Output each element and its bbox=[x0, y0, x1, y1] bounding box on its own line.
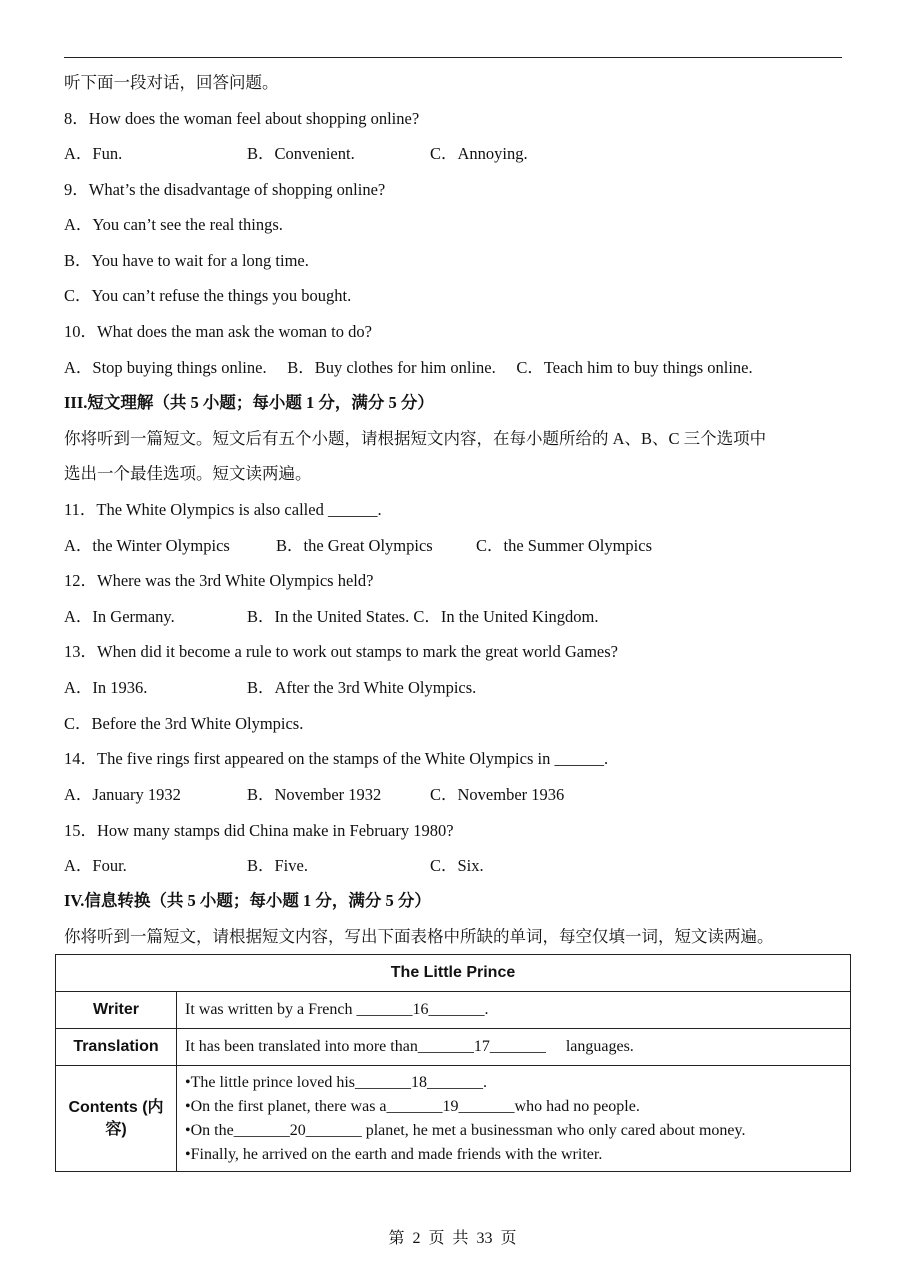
question-9-option-a: A．You can’t see the real things. bbox=[64, 215, 283, 234]
question-13: 13．When did it become a rule to work out stamps to mark the great world Games? bbox=[64, 642, 618, 661]
table-title: The Little Prince bbox=[56, 955, 851, 992]
header-rule bbox=[64, 57, 842, 58]
contents-line: •On the first planet, there was a_______19_______who had no people. bbox=[185, 1097, 640, 1115]
info-table bbox=[55, 954, 851, 1172]
question-15-options bbox=[64, 855, 844, 877]
option-a: A．January 1932 bbox=[64, 785, 181, 804]
question-13-options bbox=[64, 677, 844, 699]
section-4-heading: IV.信息转换（共 5 小题；每小题 1 分，满分 5 分） bbox=[64, 891, 431, 910]
table-row bbox=[56, 1029, 851, 1066]
option-b: B．After the 3rd White Olympics. bbox=[247, 678, 477, 697]
dialogue-intro: 听下面一段对话，回答问题。 bbox=[64, 73, 279, 92]
question-12-options bbox=[64, 606, 844, 628]
table-row bbox=[56, 992, 851, 1029]
translation-label: Translation bbox=[56, 1029, 177, 1066]
option-a: A．Fun. bbox=[64, 144, 123, 163]
option-a: A．the Winter Olympics bbox=[64, 536, 230, 555]
writer-text: It was written by a French _______16_______. bbox=[177, 992, 851, 1029]
page-footer: 第 2 页 共 33 页 bbox=[388, 1230, 517, 1247]
table-title-row bbox=[56, 955, 851, 992]
contents-line: •Finally, he arrived on the earth and made friends with the writer. bbox=[185, 1145, 603, 1163]
question-8-options bbox=[64, 143, 844, 165]
section-4-instructions: 你将听到一篇短文，请根据短文内容，写出下面表格中所缺的单词，每空仅填一词，短文读两遍。 bbox=[64, 927, 774, 946]
option-b: B．Five. bbox=[247, 856, 308, 875]
option-c: C．Six. bbox=[430, 856, 484, 875]
option-c: C．November 1936 bbox=[430, 785, 565, 804]
question-11-options bbox=[64, 535, 844, 557]
table-row bbox=[56, 1066, 851, 1172]
question-9: 9．What’s the disadvantage of shopping online? bbox=[64, 180, 386, 199]
contents-cell bbox=[177, 1066, 851, 1172]
question-8: 8．How does the woman feel about shopping online? bbox=[64, 109, 420, 128]
section-3-heading: III.短文理解（共 5 小题；每小题 1 分，满分 5 分） bbox=[64, 393, 434, 412]
question-9-option-b: B．You have to wait for a long time. bbox=[64, 251, 309, 270]
option-a: A．Four. bbox=[64, 856, 127, 875]
section-3-instructions-2: 选出一个最佳选项。短文读两遍。 bbox=[64, 464, 312, 483]
option-b: B．November 1932 bbox=[247, 785, 382, 804]
question-13-option-c: C．Before the 3rd White Olympics. bbox=[64, 714, 304, 733]
contents-label: Contents (内容) bbox=[56, 1066, 177, 1172]
option-bc: B．In the United States. C．In the United Kingdom. bbox=[247, 607, 599, 626]
question-14: 14．The five rings first appeared on the stamps of the White Olympics in ______. bbox=[64, 749, 609, 768]
option-c: C．Annoying. bbox=[430, 144, 528, 163]
option-c: C．the Summer Olympics bbox=[476, 536, 652, 555]
option-a: A．In Germany. bbox=[64, 607, 175, 626]
contents-line: •The little prince loved his_______18_______. bbox=[185, 1073, 487, 1091]
writer-label: Writer bbox=[56, 992, 177, 1029]
question-9-option-c: C．You can’t refuse the things you bought. bbox=[64, 286, 352, 305]
question-12: 12．Where was the 3rd White Olympics held? bbox=[64, 571, 374, 590]
question-14-options bbox=[64, 784, 844, 806]
option-b: B．Convenient. bbox=[247, 144, 355, 163]
translation-text: It has been translated into more than_______17_______ languages. bbox=[177, 1029, 851, 1066]
question-11: 11．The White Olympics is also called ______. bbox=[64, 500, 382, 519]
contents-line: •On the_______20_______ planet, he met a businessman who only cared about money. bbox=[185, 1121, 746, 1139]
question-10-options: A．Stop buying things online. B．Buy clothes for him online. C．Teach him to buy things online. bbox=[64, 358, 753, 377]
question-15: 15．How many stamps did China make in February 1980? bbox=[64, 821, 454, 840]
section-3-instructions-1: 你将听到一篇短文。短文后有五个小题，请根据短文内容，在每小题所给的 A、B、C 三个选项中 bbox=[64, 429, 767, 448]
question-10: 10．What does the man ask the woman to do? bbox=[64, 322, 372, 341]
option-a: A．In 1936. bbox=[64, 678, 148, 697]
option-b: B．the Great Olympics bbox=[276, 536, 433, 555]
